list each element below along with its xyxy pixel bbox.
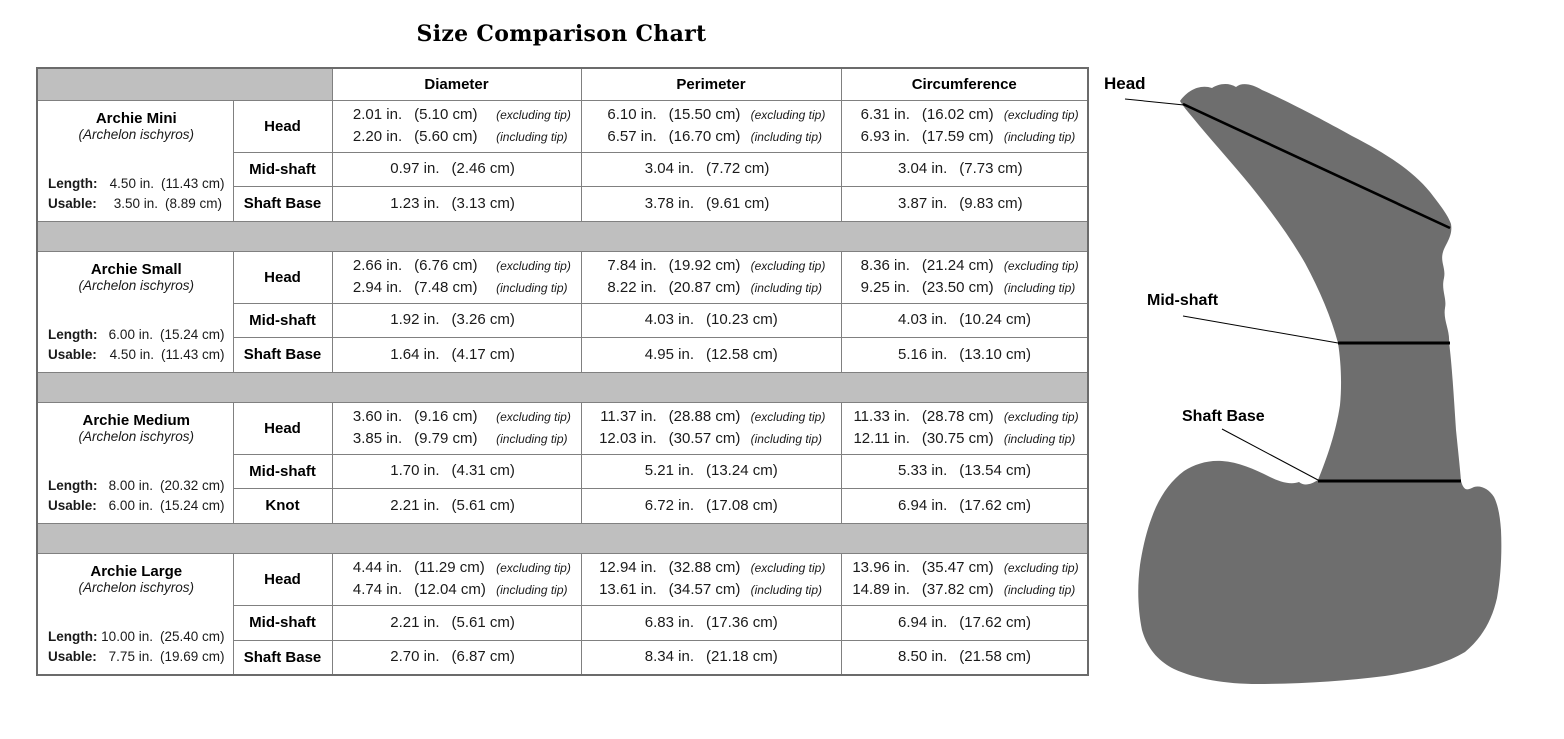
head-circumference-cell — [841, 251, 1088, 303]
usable-cm: (11.43 cm) — [160, 346, 225, 362]
value-cm: (21.24 cm) — [921, 256, 994, 274]
value-cm: (17.36 cm) — [706, 613, 778, 631]
value-in: 5.16 in. — [898, 345, 948, 363]
value-cm: (34.57 cm) — [668, 581, 741, 599]
length-cm: (25.40 cm) — [159, 629, 225, 645]
head-circumference-cell — [841, 100, 1088, 152]
value-cm: (28.88 cm) — [668, 407, 741, 425]
value-in: 6.94 in. — [898, 496, 948, 514]
value-in: 1.70 in. — [390, 462, 440, 480]
value-in: 4.95 in. — [644, 345, 694, 363]
product-stats — [48, 476, 225, 515]
base-perimeter-cell — [581, 338, 841, 372]
head-diameter-cell — [332, 251, 581, 303]
value-cm: (32.88 cm) — [668, 558, 741, 576]
value-note: (excluding tip) — [750, 107, 826, 122]
base-diameter-cell — [332, 640, 581, 674]
product-name: Archie Medium — [82, 411, 191, 429]
base-circumference-cell — [841, 489, 1088, 523]
product-name: Archie Mini — [95, 109, 177, 127]
value-cm: (9.79 cm) — [414, 430, 478, 448]
part-label-base: Shaft Base — [233, 338, 332, 372]
length-cm: (11.43 cm) — [160, 176, 225, 192]
value-cm: (5.60 cm) — [414, 128, 478, 146]
value-cm: (17.62 cm) — [959, 613, 1031, 631]
length-label: Length: — [48, 629, 98, 645]
head-diameter-cell — [332, 553, 581, 606]
value-note: (excluding tip) — [496, 107, 571, 122]
value-cm: (17.59 cm) — [921, 128, 994, 146]
length-in: 4.50 in. — [109, 176, 154, 192]
length-in: 10.00 in. — [101, 629, 153, 645]
section-separator — [37, 221, 1088, 251]
mid-circumference-cell — [841, 606, 1088, 640]
value-cm: (4.31 cm) — [451, 462, 515, 480]
value-cm: (37.82 cm) — [921, 581, 994, 599]
diagram-label-head: Head — [1104, 74, 1146, 93]
product-species: (Archelon ischyros) — [78, 579, 195, 595]
value-cm: (13.24 cm) — [706, 462, 778, 480]
column-header-circumference: Circumference — [841, 68, 1088, 100]
value-in: 2.66 in. — [352, 256, 403, 274]
value-note: (including tip) — [1003, 583, 1076, 598]
section-archie-mini — [37, 100, 1088, 251]
diagram-label-shaftbase: Shaft Base — [1182, 408, 1265, 425]
product-stats — [48, 174, 225, 213]
value-in: 6.57 in. — [607, 128, 657, 146]
length-label: Length: — [48, 478, 98, 494]
column-header-diameter: Diameter — [332, 68, 581, 100]
value-in: 7.84 in. — [607, 256, 657, 274]
mid-circumference-cell — [841, 303, 1088, 337]
value-note: (including tip) — [496, 130, 568, 145]
section-separator — [37, 372, 1088, 402]
section-archie-large — [37, 553, 1088, 675]
value-in: 6.10 in. — [607, 105, 657, 123]
value-cm: (7.48 cm) — [414, 279, 478, 297]
mid-perimeter-cell — [581, 152, 841, 186]
head-leader-line — [1125, 99, 1184, 105]
value-cm: (5.61 cm) — [451, 613, 515, 631]
value-cm: (13.54 cm) — [959, 462, 1031, 480]
value-cm: (19.92 cm) — [668, 256, 741, 274]
value-in: 6.31 in. — [860, 105, 910, 123]
value-in: 2.20 in. — [352, 128, 403, 146]
usable-in: 4.50 in. — [109, 346, 154, 362]
value-in: 4.03 in. — [644, 311, 694, 329]
value-in: 1.64 in. — [390, 345, 440, 363]
product-species: (Archelon ischyros) — [78, 277, 195, 293]
usable-in: 7.75 in. — [108, 648, 153, 664]
value-in: 3.85 in. — [352, 430, 403, 448]
mid-perimeter-cell — [581, 606, 841, 640]
value-note: (excluding tip) — [1003, 409, 1079, 424]
value-cm: (5.10 cm) — [414, 105, 478, 123]
base-perimeter-cell — [581, 187, 841, 221]
table-row — [37, 402, 1088, 454]
value-note: (including tip) — [496, 281, 568, 296]
part-label-head: Head — [233, 553, 332, 606]
value-cm: (10.23 cm) — [706, 311, 778, 329]
value-in: 4.74 in. — [352, 581, 403, 599]
value-cm: (9.61 cm) — [706, 194, 770, 212]
usable-in: 3.50 in. — [113, 195, 158, 211]
silhouette-shape — [1138, 84, 1501, 684]
value-note: (excluding tip) — [750, 258, 826, 273]
value-in: 6.93 in. — [860, 128, 910, 146]
value-note: (including tip) — [496, 432, 568, 447]
product-stats — [48, 627, 225, 666]
value-cm: (20.87 cm) — [668, 279, 741, 297]
value-in: 12.03 in. — [599, 430, 657, 448]
value-cm: (21.18 cm) — [706, 647, 778, 665]
value-in: 11.37 in. — [600, 407, 657, 425]
value-cm: (7.73 cm) — [959, 160, 1023, 178]
value-cm: (15.50 cm) — [668, 105, 741, 123]
value-note: (including tip) — [750, 432, 823, 447]
value-cm: (17.62 cm) — [959, 496, 1031, 514]
value-note: (excluding tip) — [496, 560, 571, 575]
value-in: 13.96 in. — [852, 558, 910, 576]
mid-diameter-cell — [332, 454, 581, 488]
product-name-cell — [37, 402, 233, 523]
base-circumference-cell — [841, 338, 1088, 372]
value-cm: (4.17 cm) — [451, 345, 515, 363]
value-cm: (35.47 cm) — [921, 558, 994, 576]
part-label-midshaft: Mid-shaft — [233, 454, 332, 488]
table-header-row — [37, 68, 1088, 100]
value-cm: (5.61 cm) — [451, 496, 515, 514]
head-perimeter-cell — [581, 251, 841, 303]
section-archie-medium — [37, 402, 1088, 553]
value-in: 6.94 in. — [898, 613, 948, 631]
table-row — [37, 100, 1088, 152]
value-note: (including tip) — [1003, 281, 1076, 296]
length-label: Length: — [48, 176, 98, 192]
length-cm: (20.32 cm) — [159, 478, 225, 494]
base-perimeter-cell — [581, 640, 841, 674]
head-circumference-cell — [841, 402, 1088, 454]
value-cm: (7.72 cm) — [706, 160, 770, 178]
mid-diameter-cell — [332, 606, 581, 640]
size-comparison-table — [36, 67, 1089, 676]
product-species: (Archelon ischyros) — [78, 126, 195, 142]
part-label-base: Shaft Base — [233, 640, 332, 674]
part-label-head: Head — [233, 251, 332, 303]
value-in: 8.22 in. — [607, 279, 657, 297]
value-in: 3.04 in. — [644, 160, 694, 178]
value-note: (including tip) — [750, 583, 823, 598]
base-diameter-cell — [332, 489, 581, 523]
product-name-cell — [37, 100, 233, 221]
value-in: 1.23 in. — [390, 194, 440, 212]
column-header-perimeter: Perimeter — [581, 68, 841, 100]
value-cm: (30.75 cm) — [921, 430, 994, 448]
value-cm: (2.46 cm) — [451, 160, 515, 178]
value-cm: (6.87 cm) — [451, 647, 515, 665]
mid-perimeter-cell — [581, 454, 841, 488]
value-in: 13.61 in. — [599, 581, 657, 599]
base-circumference-cell — [841, 640, 1088, 674]
head-perimeter-cell — [581, 553, 841, 606]
usable-label: Usable: — [48, 195, 97, 211]
value-in: 2.94 in. — [352, 279, 403, 297]
anatomy-diagram — [1090, 60, 1564, 728]
product-name-cell — [37, 553, 233, 675]
product-name-cell — [37, 251, 233, 372]
value-cm: (11.29 cm) — [414, 558, 485, 576]
base-diameter-cell — [332, 187, 581, 221]
part-label-head: Head — [233, 100, 332, 152]
value-in: 2.21 in. — [390, 613, 440, 631]
page-title: Size Comparison Chart — [416, 21, 707, 47]
value-note: (excluding tip) — [496, 409, 571, 424]
value-in: 6.83 in. — [644, 613, 694, 631]
value-cm: (12.04 cm) — [414, 581, 486, 599]
usable-cm: (15.24 cm) — [159, 497, 225, 513]
value-cm: (16.02 cm) — [921, 105, 994, 123]
usable-in: 6.00 in. — [108, 497, 153, 513]
value-in: 12.11 in. — [853, 430, 910, 448]
part-label-head: Head — [233, 402, 332, 454]
value-in: 5.21 in. — [644, 462, 694, 480]
value-cm: (3.13 cm) — [451, 194, 515, 212]
value-in: 8.34 in. — [644, 647, 694, 665]
value-in: 1.92 in. — [390, 311, 440, 329]
value-cm: (13.10 cm) — [959, 345, 1031, 363]
value-in: 3.78 in. — [644, 194, 694, 212]
value-in: 11.33 in. — [853, 407, 910, 425]
head-diameter-cell — [332, 100, 581, 152]
head-perimeter-cell — [581, 402, 841, 454]
value-in: 5.33 in. — [898, 462, 948, 480]
value-in: 8.50 in. — [898, 647, 948, 665]
value-in: 6.72 in. — [644, 496, 694, 514]
value-note: (including tip) — [496, 583, 568, 598]
value-note: (excluding tip) — [750, 560, 826, 575]
value-note: (excluding tip) — [750, 409, 826, 424]
value-cm: (17.08 cm) — [706, 496, 778, 514]
base-circumference-cell — [841, 187, 1088, 221]
value-cm: (6.76 cm) — [414, 256, 478, 274]
value-in: 0.97 in. — [390, 160, 440, 178]
value-cm: (21.58 cm) — [959, 647, 1031, 665]
diagram-label-midshaft: Mid-shaft — [1147, 292, 1219, 309]
value-in: 2.70 in. — [390, 647, 440, 665]
mid-circumference-cell — [841, 454, 1088, 488]
silhouette-image — [1090, 60, 1564, 728]
part-label-base: Shaft Base — [233, 187, 332, 221]
section-archie-small — [37, 251, 1088, 402]
mid-perimeter-cell — [581, 303, 841, 337]
value-cm: (23.50 cm) — [921, 279, 994, 297]
product-name: Archie Small — [90, 260, 182, 278]
head-circumference-cell — [841, 553, 1088, 606]
part-label-midshaft: Mid-shaft — [233, 606, 332, 640]
table-row — [37, 553, 1088, 606]
head-diameter-cell — [332, 402, 581, 454]
base-diameter-cell — [332, 338, 581, 372]
value-note: (including tip) — [750, 281, 823, 296]
product-stats — [48, 325, 225, 364]
part-label-knot: Knot — [233, 489, 332, 523]
value-in: 2.21 in. — [390, 496, 440, 514]
usable-cm: (8.89 cm) — [165, 195, 223, 211]
value-in: 12.94 in. — [599, 558, 657, 576]
part-label-midshaft: Mid-shaft — [233, 303, 332, 337]
value-cm: (9.16 cm) — [414, 407, 478, 425]
midshaft-leader-line — [1183, 316, 1338, 343]
value-in: 8.36 in. — [860, 256, 910, 274]
product-name: Archie Large — [90, 562, 183, 580]
value-note: (excluding tip) — [496, 258, 571, 273]
value-note: (excluding tip) — [1003, 107, 1079, 122]
value-in: 4.03 in. — [898, 311, 948, 329]
value-in: 9.25 in. — [860, 279, 910, 297]
length-in: 6.00 in. — [108, 327, 153, 343]
length-in: 8.00 in. — [108, 478, 153, 494]
usable-cm: (19.69 cm) — [159, 648, 225, 664]
value-cm: (9.83 cm) — [959, 194, 1023, 212]
table-corner-cell — [37, 68, 332, 100]
value-note: (excluding tip) — [1003, 258, 1079, 273]
value-cm: (12.58 cm) — [706, 345, 778, 363]
base-perimeter-cell — [581, 489, 841, 523]
value-in: 3.04 in. — [898, 160, 948, 178]
product-species: (Archelon ischyros) — [78, 428, 195, 444]
usable-label: Usable: — [48, 346, 97, 362]
value-note: (including tip) — [1003, 432, 1076, 447]
value-note: (including tip) — [1003, 130, 1076, 145]
usable-label: Usable: — [48, 648, 97, 664]
mid-circumference-cell — [841, 152, 1088, 186]
section-separator — [37, 523, 1088, 553]
part-label-midshaft: Mid-shaft — [233, 152, 332, 186]
usable-label: Usable: — [48, 497, 97, 513]
mid-diameter-cell — [332, 303, 581, 337]
value-in: 2.01 in. — [352, 105, 403, 123]
value-cm: (10.24 cm) — [959, 311, 1031, 329]
value-cm: (30.57 cm) — [668, 430, 741, 448]
mid-diameter-cell — [332, 152, 581, 186]
head-perimeter-cell — [581, 100, 841, 152]
value-note: (including tip) — [750, 130, 823, 145]
value-cm: (16.70 cm) — [668, 128, 741, 146]
value-in: 14.89 in. — [852, 581, 910, 599]
value-cm: (28.78 cm) — [921, 407, 994, 425]
length-cm: (15.24 cm) — [159, 327, 225, 343]
table-row — [37, 251, 1088, 303]
value-in: 3.60 in. — [352, 407, 403, 425]
value-in: 3.87 in. — [898, 194, 948, 212]
value-in: 4.44 in. — [352, 558, 403, 576]
value-note: (excluding tip) — [1003, 560, 1079, 575]
length-label: Length: — [48, 327, 98, 343]
value-cm: (3.26 cm) — [451, 311, 515, 329]
